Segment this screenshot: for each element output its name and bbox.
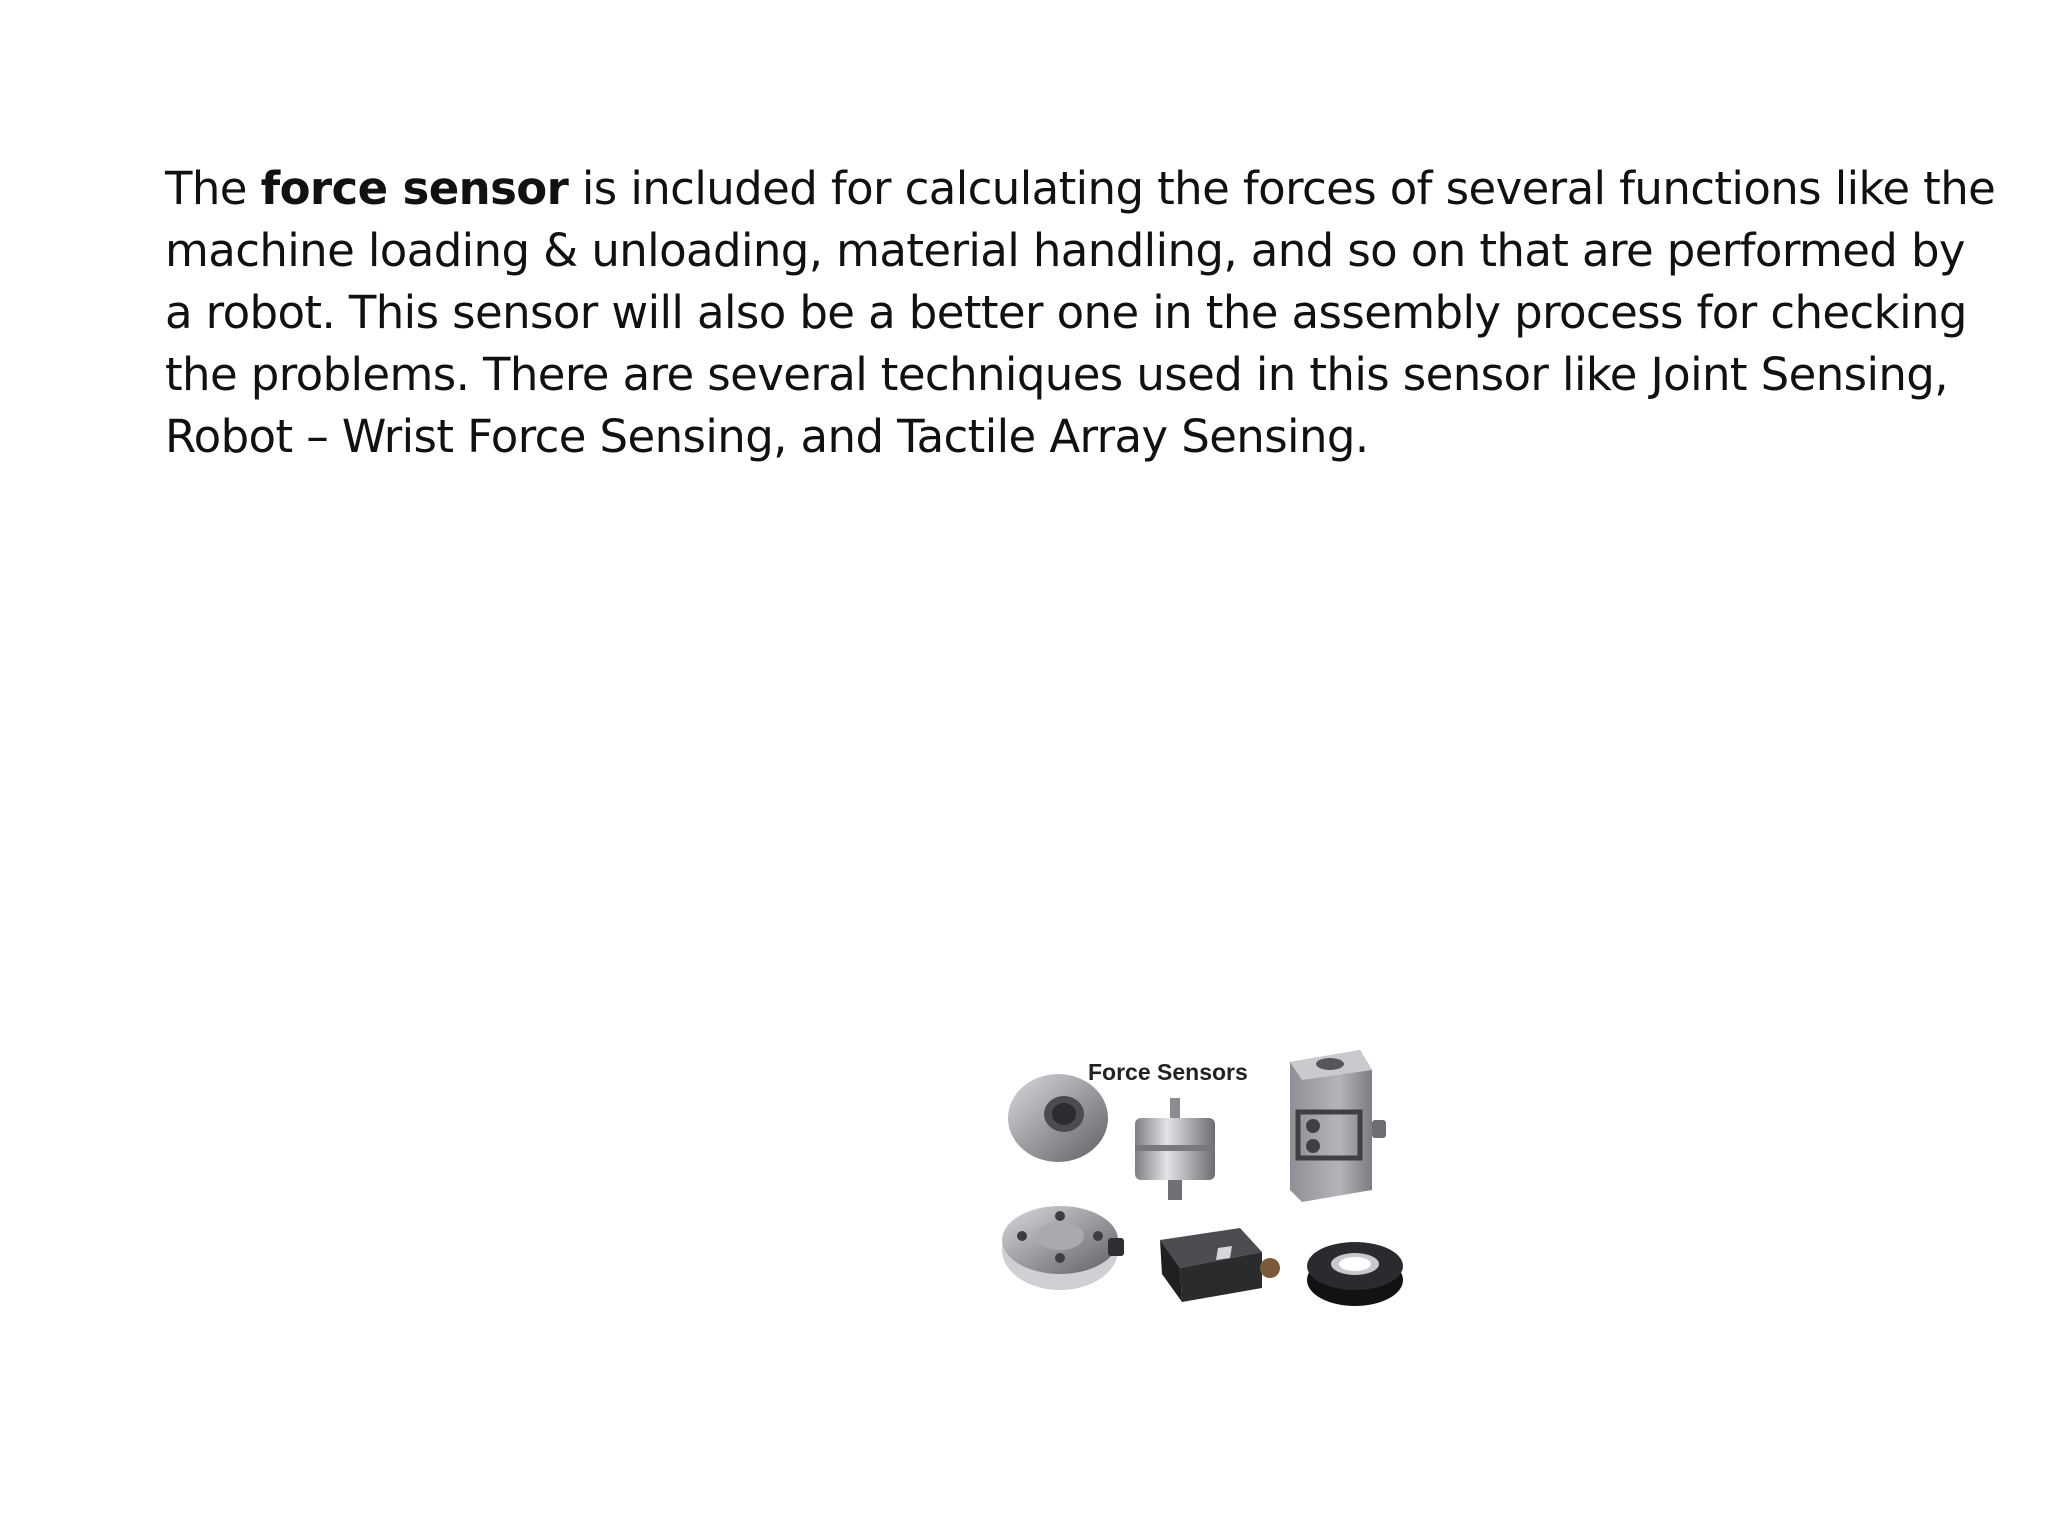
paragraph-line-2: machine loading & unloading, material handling, and so on that are performed by <box>165 224 1965 277</box>
paragraph-line-4: the problems. There are several techniques used in this sensor like Joint Sensing, <box>165 348 1948 401</box>
force-sensors-illustration <box>1000 1040 1410 1330</box>
black-ring-sensor-icon <box>1307 1242 1403 1306</box>
force-sensors-image <box>1000 1040 1410 1330</box>
pancake-load-cell-icon <box>1002 1206 1124 1290</box>
force-sensor-term: force sensor <box>260 162 569 215</box>
ring-sensor-icon <box>1008 1074 1108 1162</box>
paragraph-line-1 <box>165 158 1996 220</box>
figure-caption: Force Sensors <box>1088 1059 1248 1085</box>
line1-pre: The <box>165 162 261 215</box>
body-paragraph <box>165 158 1996 468</box>
paragraph-line-3: a robot. This sensor will also be a better one in the assembly process for checking <box>165 286 1967 339</box>
s-type-load-cell-icon <box>1290 1050 1386 1202</box>
cylinder-sensor-icon <box>1135 1098 1215 1200</box>
paragraph-line-5: Robot – Wrist Force Sensing, and Tactile Array Sensing. <box>165 410 1369 463</box>
line1-post: is included for calculating the forces of several functions like the <box>568 162 1996 215</box>
compact-sensor-icon <box>1160 1228 1280 1302</box>
